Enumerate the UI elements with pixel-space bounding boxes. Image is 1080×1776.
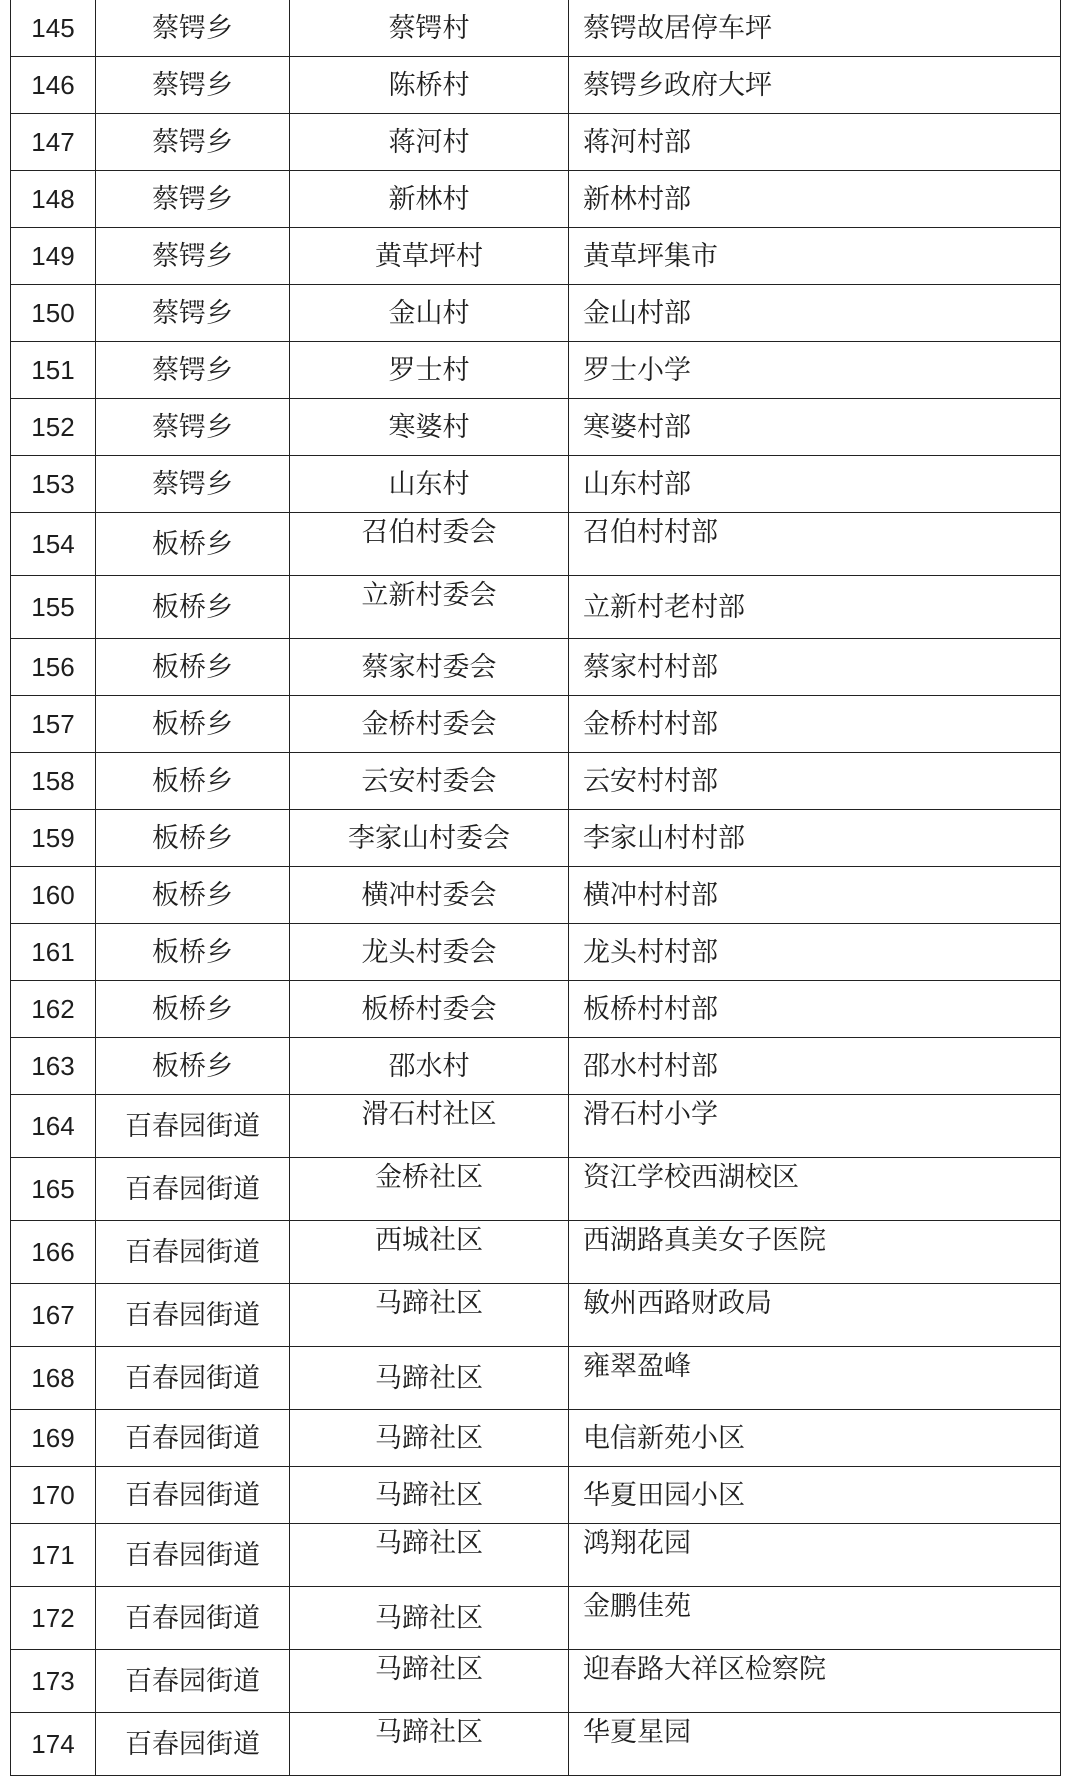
place-cell: 召伯村村部 (569, 513, 1061, 576)
row-number-cell: 155 (11, 576, 96, 639)
village-cell: 横冲村委会 (290, 867, 569, 924)
row-number-cell: 145 (11, 0, 96, 57)
town-cell: 百春园街道 (96, 1221, 290, 1284)
town-cell: 板桥乡 (96, 924, 290, 981)
table-row (11, 1038, 1061, 1095)
table-row (11, 342, 1061, 399)
place-cell: 蔡锷乡政府大坪 (569, 57, 1061, 114)
village-cell: 云安村委会 (290, 753, 569, 810)
town-cell: 百春园街道 (96, 1587, 290, 1650)
town-cell: 板桥乡 (96, 981, 290, 1038)
village-cell: 西城社区 (290, 1221, 569, 1284)
town-cell: 板桥乡 (96, 1038, 290, 1095)
village-cell: 马蹄社区 (290, 1713, 569, 1776)
town-cell: 蔡锷乡 (96, 228, 290, 285)
village-cell: 寒婆村 (290, 399, 569, 456)
village-cell: 板桥村委会 (290, 981, 569, 1038)
place-cell: 华夏田园小区 (569, 1467, 1061, 1524)
table-row (11, 57, 1061, 114)
village-cell: 陈桥村 (290, 57, 569, 114)
table-row (11, 1347, 1061, 1410)
town-cell: 百春园街道 (96, 1650, 290, 1713)
row-number-cell: 171 (11, 1524, 96, 1587)
place-cell: 邵水村村部 (569, 1038, 1061, 1095)
village-cell: 马蹄社区 (290, 1587, 569, 1650)
village-cell: 蔡家村委会 (290, 639, 569, 696)
place-cell: 龙头村村部 (569, 924, 1061, 981)
place-cell: 华夏星园 (569, 1713, 1061, 1776)
village-cell: 马蹄社区 (290, 1524, 569, 1587)
row-number-cell: 151 (11, 342, 96, 399)
table-row (11, 1467, 1061, 1524)
place-cell: 李家山村村部 (569, 810, 1061, 867)
place-cell: 横冲村村部 (569, 867, 1061, 924)
row-number-cell: 147 (11, 114, 96, 171)
place-cell: 新林村部 (569, 171, 1061, 228)
town-cell: 百春园街道 (96, 1410, 290, 1467)
row-number-cell: 174 (11, 1713, 96, 1776)
place-cell: 蒋河村部 (569, 114, 1061, 171)
table-row (11, 753, 1061, 810)
row-number-cell: 169 (11, 1410, 96, 1467)
row-number-cell: 157 (11, 696, 96, 753)
table-row (11, 639, 1061, 696)
row-number-cell: 166 (11, 1221, 96, 1284)
row-number-cell: 165 (11, 1158, 96, 1221)
place-cell: 云安村村部 (569, 753, 1061, 810)
town-cell: 板桥乡 (96, 576, 290, 639)
town-cell: 百春园街道 (96, 1158, 290, 1221)
village-cell: 立新村委会 (290, 576, 569, 639)
village-cell: 新林村 (290, 171, 569, 228)
data-table (10, 0, 1061, 1776)
place-cell: 板桥村村部 (569, 981, 1061, 1038)
town-cell: 蔡锷乡 (96, 57, 290, 114)
table-row (11, 228, 1061, 285)
place-cell: 电信新苑小区 (569, 1410, 1061, 1467)
row-number-cell: 154 (11, 513, 96, 576)
village-cell: 李家山村委会 (290, 810, 569, 867)
table-row (11, 1650, 1061, 1713)
row-number-cell: 146 (11, 57, 96, 114)
table-row (11, 399, 1061, 456)
place-cell: 金山村部 (569, 285, 1061, 342)
table-row (11, 924, 1061, 981)
table-row (11, 456, 1061, 513)
town-cell: 板桥乡 (96, 513, 290, 576)
place-cell: 雍翠盈峰 (569, 1347, 1061, 1410)
row-number-cell: 162 (11, 981, 96, 1038)
town-cell: 板桥乡 (96, 753, 290, 810)
table-row (11, 114, 1061, 171)
place-cell: 西湖路真美女子医院 (569, 1221, 1061, 1284)
table-row (11, 1524, 1061, 1587)
row-number-cell: 161 (11, 924, 96, 981)
village-cell: 马蹄社区 (290, 1284, 569, 1347)
town-cell: 蔡锷乡 (96, 0, 290, 57)
town-cell: 板桥乡 (96, 639, 290, 696)
table-row (11, 1158, 1061, 1221)
place-cell: 滑石村小学 (569, 1095, 1061, 1158)
place-cell: 鸿翔花园 (569, 1524, 1061, 1587)
table-row (11, 1095, 1061, 1158)
village-cell: 邵水村 (290, 1038, 569, 1095)
place-cell: 资江学校西湖校区 (569, 1158, 1061, 1221)
village-cell: 马蹄社区 (290, 1347, 569, 1410)
table-row (11, 1713, 1061, 1776)
village-cell: 马蹄社区 (290, 1410, 569, 1467)
row-number-cell: 170 (11, 1467, 96, 1524)
place-cell: 罗士小学 (569, 342, 1061, 399)
row-number-cell: 152 (11, 399, 96, 456)
table-body (11, 0, 1061, 1776)
row-number-cell: 173 (11, 1650, 96, 1713)
place-cell: 黄草坪集市 (569, 228, 1061, 285)
place-cell: 山东村部 (569, 456, 1061, 513)
village-cell: 金桥村委会 (290, 696, 569, 753)
town-cell: 百春园街道 (96, 1467, 290, 1524)
town-cell: 蔡锷乡 (96, 285, 290, 342)
town-cell: 蔡锷乡 (96, 399, 290, 456)
town-cell: 板桥乡 (96, 867, 290, 924)
table-row (11, 285, 1061, 342)
place-cell: 立新村老村部 (569, 576, 1061, 639)
village-cell: 黄草坪村 (290, 228, 569, 285)
table-row (11, 696, 1061, 753)
village-cell: 罗士村 (290, 342, 569, 399)
table-row (11, 1410, 1061, 1467)
table-row (11, 810, 1061, 867)
table-row (11, 867, 1061, 924)
village-cell: 马蹄社区 (290, 1467, 569, 1524)
row-number-cell: 148 (11, 171, 96, 228)
town-cell: 蔡锷乡 (96, 456, 290, 513)
village-cell: 召伯村委会 (290, 513, 569, 576)
table-row (11, 576, 1061, 639)
table-row (11, 1587, 1061, 1650)
village-cell: 金山村 (290, 285, 569, 342)
village-cell: 金桥社区 (290, 1158, 569, 1221)
row-number-cell: 159 (11, 810, 96, 867)
row-number-cell: 168 (11, 1347, 96, 1410)
table-row (11, 0, 1061, 57)
village-cell: 蔡锷村 (290, 0, 569, 57)
town-cell: 板桥乡 (96, 810, 290, 867)
town-cell: 蔡锷乡 (96, 171, 290, 228)
village-cell: 马蹄社区 (290, 1650, 569, 1713)
village-cell: 山东村 (290, 456, 569, 513)
town-cell: 蔡锷乡 (96, 342, 290, 399)
row-number-cell: 150 (11, 285, 96, 342)
town-cell: 蔡锷乡 (96, 114, 290, 171)
table-row (11, 1284, 1061, 1347)
table-row (11, 1221, 1061, 1284)
village-cell: 龙头村委会 (290, 924, 569, 981)
table-row (11, 981, 1061, 1038)
town-cell: 百春园街道 (96, 1347, 290, 1410)
row-number-cell: 163 (11, 1038, 96, 1095)
row-number-cell: 153 (11, 456, 96, 513)
place-cell: 蔡家村村部 (569, 639, 1061, 696)
town-cell: 百春园街道 (96, 1524, 290, 1587)
place-cell: 寒婆村部 (569, 399, 1061, 456)
town-cell: 板桥乡 (96, 696, 290, 753)
town-cell: 百春园街道 (96, 1095, 290, 1158)
row-number-cell: 160 (11, 867, 96, 924)
place-cell: 敏州西路财政局 (569, 1284, 1061, 1347)
place-cell: 金鹏佳苑 (569, 1587, 1061, 1650)
place-cell: 迎春路大祥区检察院 (569, 1650, 1061, 1713)
row-number-cell: 164 (11, 1095, 96, 1158)
table-row (11, 171, 1061, 228)
village-cell: 蒋河村 (290, 114, 569, 171)
row-number-cell: 149 (11, 228, 96, 285)
row-number-cell: 167 (11, 1284, 96, 1347)
table-row (11, 513, 1061, 576)
row-number-cell: 156 (11, 639, 96, 696)
village-cell: 滑石村社区 (290, 1095, 569, 1158)
place-cell: 金桥村村部 (569, 696, 1061, 753)
place-cell: 蔡锷故居停车坪 (569, 0, 1061, 57)
town-cell: 百春园街道 (96, 1713, 290, 1776)
row-number-cell: 172 (11, 1587, 96, 1650)
row-number-cell: 158 (11, 753, 96, 810)
town-cell: 百春园街道 (96, 1284, 290, 1347)
